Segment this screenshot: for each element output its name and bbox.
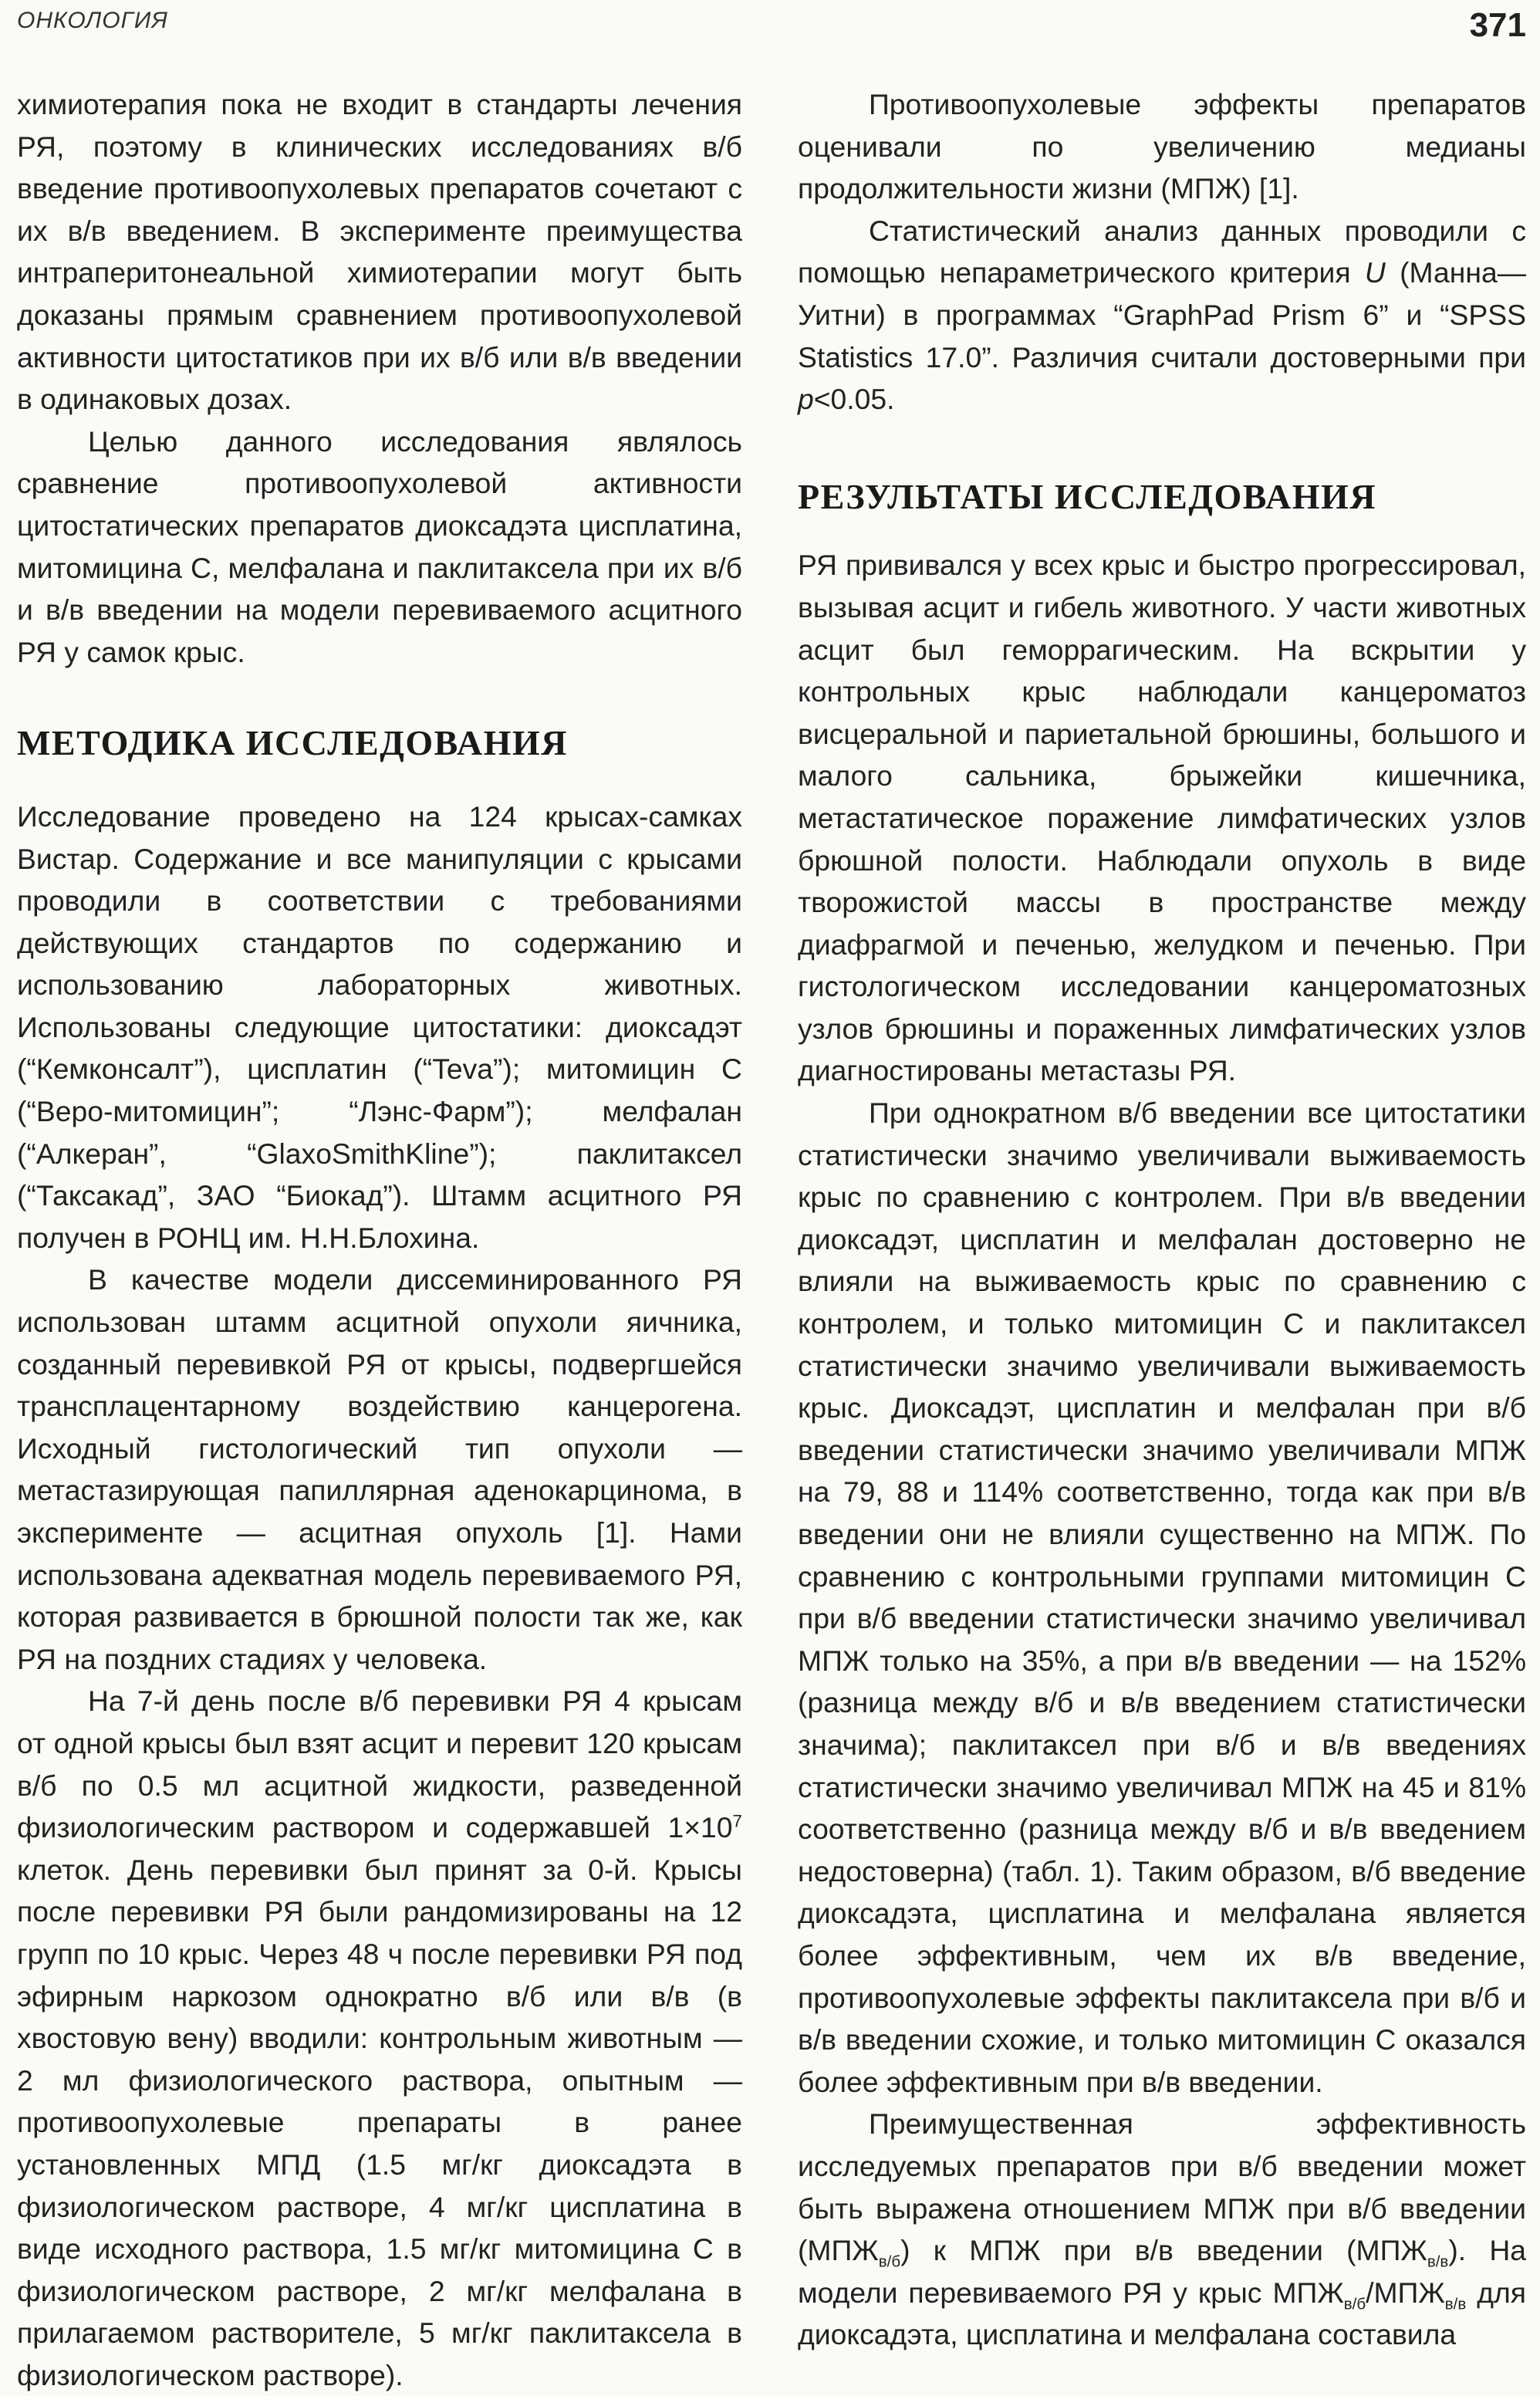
- subscript: в/в: [1444, 2295, 1467, 2313]
- text-run: (Манна—Уитни) в программах “GraphPad Prism 6” и “SPSS Statistics 17.0”. Различия считали достоверными при: [798, 256, 1526, 373]
- section-heading-results: РЕЗУЛЬТАТЫ ИССЛЕДОВАНИЯ: [798, 476, 1377, 516]
- paragraph: Целью данного исследования являлось сравнение противоопухолевой активности цитостатических препаратов диоксадэта цисплатина, митомицина С, мелфалана и паклитаксела при их в/б и в/в введении на модели перевиваемого асцитного РЯ у самок крыс.: [17, 424, 742, 668]
- superscript: 7: [732, 1811, 742, 1831]
- section-heading-methods: МЕТОДИКА ИССЛЕДОВАНИЯ: [17, 723, 568, 763]
- italic-symbol: U: [1364, 256, 1386, 289]
- paragraph: Исследование проведено на 124 крысах-самках Вистар. Содержание и все манипуляции с крысами проводили в соответствии с требованиями действующих стандартов по содержанию и использованию лабораторных животных. Использованы следующие цитостатики: диоксадэт (“Кемконсалт”), цисплатин (“Teva”); митомицин С (“Веро-митомицин”; “Лэнс-Фарм”); мелфалан (“Алкеран”, “GlaxoSmithKline”); паклитаксел (“Таксакад”, ЗАО “Биокад”). Штамм асцитного РЯ получен в РОНЦ им. Н.Н.Блохина.: [17, 799, 742, 1254]
- italic-symbol: p: [798, 383, 814, 416]
- paragraph: [798, 210, 1526, 421]
- text-run: Статистический анализ данных проводили с помощью непараметрического критерия: [798, 214, 1526, 289]
- paragraph: В качестве модели диссеминированного РЯ использован штамм асцитной опухоли яичника, созданный перевивкой РЯ от крысы, подвергшейся трансплацентарному воздействию канцерогена. Исходный гистологический тип опухоли — метастазирующая папиллярная аденокарцинома, в эксперименте — асцитная опухоль [1]. Нами использована адекватная модель перевиваемого РЯ, которая развивается в брюшной полости так же, как РЯ на поздних стадиях у человека.: [17, 1263, 742, 1675]
- left-column: [17, 83, 742, 2396]
- paragraph: [17, 1680, 742, 2396]
- right-column: [798, 83, 1526, 2356]
- text-run: На 7-й день после в/б перевивки РЯ 4 крысам от одной крысы был взят асцит и перевит 120 крысам в/б по 0.5 мл асцитной жидкости, разведенной физиологическим раствором и содержавшей 1×10: [17, 1685, 742, 1844]
- subscript: в/б: [1343, 2295, 1366, 2313]
- page-number: 371: [1469, 6, 1526, 44]
- paragraph: химиотерапия пока не входит в стандарты лечения РЯ, поэтому в клинических исследованиях в/б введение противоопухолевых препаратов сочетают с их в/в введением. В эксперименте преимущества интраперитонеальной химиотерапии могут быть доказаны прямым сравнением противоопухолевой активности цитостатиков при их в/б или в/в введении в одинаковых дозах.: [17, 88, 742, 416]
- text-run: ). На модели перевиваемого РЯ у крыс МПЖ: [798, 2234, 1527, 2309]
- text-run: клеток. День перевивки был принят за 0-й. Крысы после перевивки РЯ были рандомизированы на 12 групп по 10 крыс. Через 48 ч после перевивки РЯ под эфирным наркозом однократно в/б или в/в (в хвостовую вену) вводили: контрольным животным — 2 мл физиологического раствора, опытным — противоопухолевые препараты в ранее установленных МПД (1.5 мг/кг диоксадэта в физиологическом растворе, 4 мг/кг цисплатина в виде исходного раствора, 1.5 мг/кг митомицина С в физиологическом растворе, 2 мг/кг мелфалана в прилагаемом растворителе, 5 мг/кг паклитаксела в физиологическом растворе).: [17, 1853, 742, 2391]
- text-run: /МПЖ: [1366, 2276, 1445, 2309]
- paragraph: При однократном в/б введении все цитостатики статистически значимо увеличивали выживаемость крыс по сравнению с контролем. При в/в введении диоксадэт, цисплатин и мелфалан достоверно не влияли на выживаемость крыс по сравнению с контролем, и только митомицин С и паклитаксел статистически значимо увеличивали выживаемость крыс. Диоксадэт, цисплатин и мелфалан при в/б введении статистически значимо увеличивали МПЖ на 79, 88 и 114% соответственно, тогда как при в/в введении они не влияли существенно на МПЖ. По сравнению с контрольными группами митомицин С при в/б введении статистически значимо увеличивал МПЖ только на 35%, а при в/в введении — на 152% (разница между в/б и в/в введением статистически значима); паклитаксел при в/б и в/в введениях статистически значимо увеличивал МПЖ на 45 и 81% соответственно (разница между в/б и в/в введением недостоверна) (табл. 1). Таким образом, в/б введение диоксадэта, цисплатина и мелфалана является более эффективным, чем их в/в введение, противоопухолевые эффекты паклитаксела при в/б и в/в введении схожие, и только митомицин С оказался более эффективным при в/в введении.: [798, 1097, 1526, 2098]
- subscript: в/б: [878, 2252, 901, 2271]
- text-run: <0.05.: [813, 383, 895, 416]
- running-head: ОНКОЛОГИЯ: [17, 8, 168, 33]
- subscript: в/в: [1427, 2252, 1449, 2271]
- paragraph: [798, 2103, 1526, 2356]
- paragraph: РЯ прививался у всех крыс и быстро прогрессировал, вызывая асцит и гибель животного. У части животных асцит был геморрагическим. На вскрытии у контрольных крыс наблюдали канцероматоз висцеральной и париетальной брюшины, большого и малого сальника, брыжейки кишечника, метастатическое поражение лимфатических узлов брюшной полости. Наблюдали опухоль в виде творожистой массы в пространстве между диафрагмой и печенью, желудком и печенью. При гистологическом исследовании канцероматозных узлов брюшины и пораженных лимфатических узлов диагностированы метастазы РЯ.: [798, 549, 1526, 1087]
- text-run: Преимущественная эффективность исследуемых препаратов при в/б введении может быть выражена отношением МПЖ при в/б введении (МПЖ: [798, 2107, 1526, 2267]
- paragraph: Противоопухолевые эффекты препаратов оценивали по увеличению медианы продолжительности жизни (МПЖ) [1].: [798, 88, 1526, 205]
- text-run: для диоксадэта, цисплатина и мелфалана составила: [798, 2276, 1526, 2351]
- text-run: ) к МПЖ при в/в введении (МПЖ: [900, 2234, 1427, 2267]
